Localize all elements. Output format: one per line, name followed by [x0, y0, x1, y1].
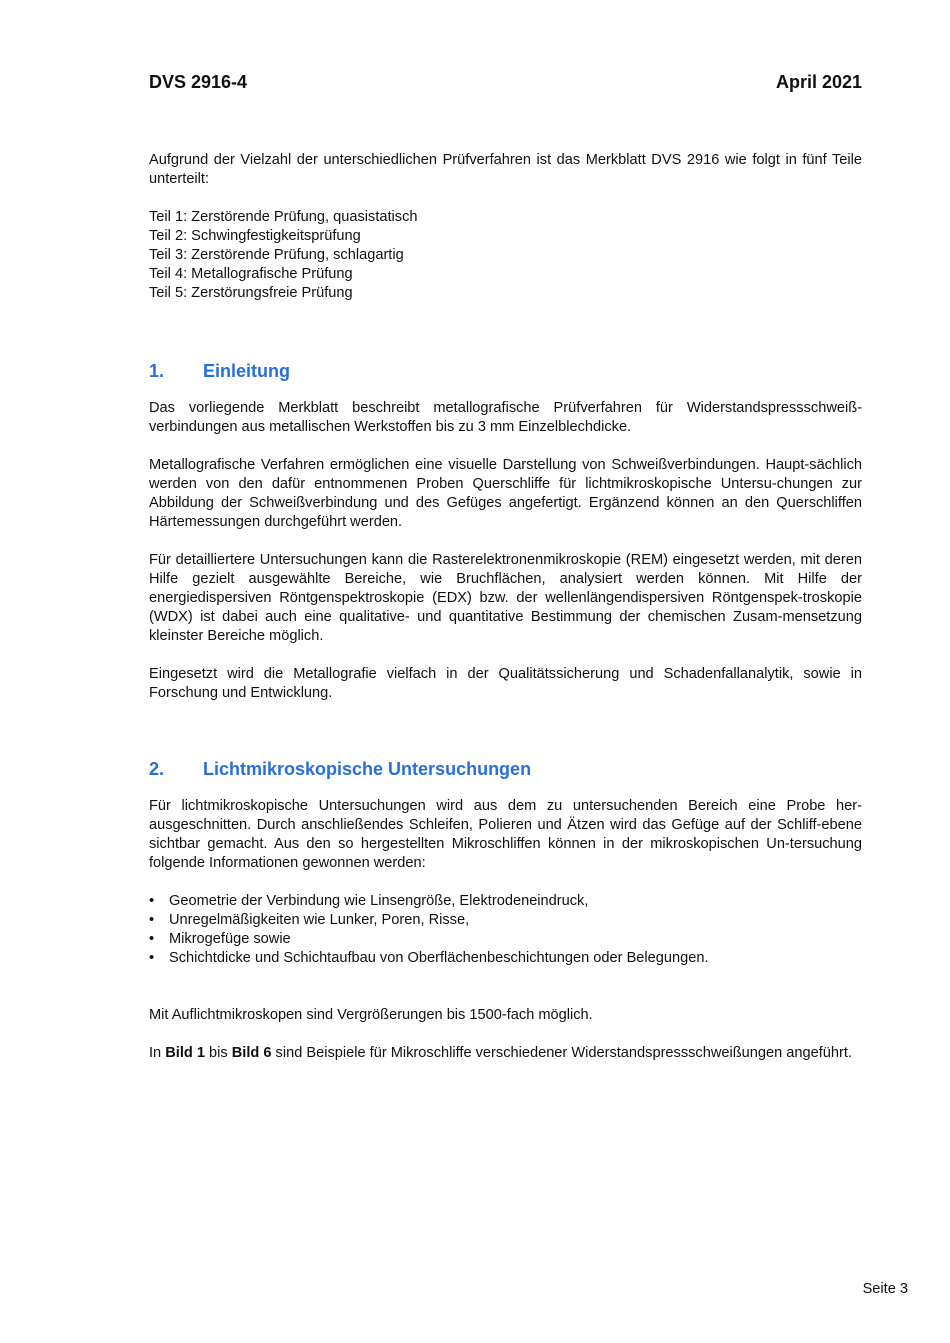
part-item: Teil 2: Schwingfestigkeitsprüfung: [149, 228, 361, 244]
part-item: Teil 3: Zerstörende Prüfung, schlagartig: [149, 247, 404, 263]
list-item: [149, 949, 862, 968]
section-1-paragraph: Das vorliegende Merkblatt beschreibt metallografische Prüfverfahren für Widerstandspressschweiß-verbindungen aus metallischen Werkstoffen bis zu 3 mm Einzelblechdicke.: [149, 400, 862, 435]
part-item: Teil 5: Zerstörungsfreie Prüfung: [149, 285, 353, 301]
figure-ref-middle: bis: [209, 1045, 228, 1061]
page-content: [149, 151, 862, 1063]
section-2-paragraph: Für lichtmikroskopische Untersuchungen wird aus dem zu untersuchenden Bereich eine Probe her-ausgeschnitten. Durch anschließendes Schleifen, Polieren und Ätzen wird das Gefüge auf der Schliff-ebene sichtbar gemacht. Aus den so hergestellten Mikroschliffen können in der mikroskopischen Un-tersuchung folgende Informationen gewonnen werden:: [149, 798, 862, 871]
list-item-text: Unregelmäßigkeiten wie Lunker, Poren, Risse,: [169, 912, 470, 928]
section-1-paragraph: Metallografische Verfahren ermöglichen eine visuelle Darstellung von Schweißverbindungen. Haupt-sächlich werden von den dafür entnommenen Proben Querschliffe für lichtmikroskopische Untersu-chungen zur Abbildung der Schweißverbindung und des Gefüges angefertigt. Ergänzend können an den Querschliffen Härtemessungen durchgeführt werden.: [149, 457, 862, 530]
list-item-text: Geometrie der Verbindung wie Linsengröße, Elektrodeneindruck,: [169, 893, 589, 909]
figure-ref-end: Bild 6: [231, 1045, 272, 1061]
magnification-paragraph: Mit Auflichtmikroskopen sind Vergrößerungen bis 1500-fach möglich.: [149, 1007, 593, 1023]
parts-list: [149, 208, 862, 303]
page-number: Seite 3: [862, 1281, 908, 1297]
section-2-number: 2.: [149, 759, 165, 779]
part-item: Teil 1: Zerstörende Prüfung, quasistatisch: [149, 209, 418, 225]
list-item-text: Mikrogefüge sowie: [169, 931, 291, 947]
bullet-icon: •: [149, 950, 155, 966]
document-id: DVS 2916-4: [149, 72, 248, 92]
section-1-paragraph: Für detailliertere Untersuchungen kann die Rasterelektronenmikroskopie (REM) eingesetzt werden, mit deren Hilfe gezielt ausgewählte Bereiche, wie Bruchflächen, analysiert werden können. Mit Hilfe der energiedispersiven Röntgenspektroskopie (EDX) bzw. der wellenlängendispersiven Röntgenspek-troskopie (WDX) ist dabei auch eine qualitative- und quantitative Bestimmung der chemischen Zusam-mensetzung kleinster Bereiche möglich.: [149, 552, 862, 644]
part-item: Teil 4: Metallografische Prüfung: [149, 266, 353, 282]
section-1-paragraph: Eingesetzt wird die Metallografie vielfach in der Qualitätssicherung und Schadenfallanalytik, sowie in Forschung und Entwicklung.: [149, 666, 862, 701]
section-1-title: Einleitung: [203, 361, 290, 381]
document-date: April 2021: [775, 72, 862, 92]
list-item-text: Schichtdicke und Schichtaufbau von Oberflächenbeschichtungen oder Belegungen.: [169, 950, 709, 966]
figure-ref-suffix: sind Beispiele für Mikroschliffe verschiedener Widerstandspressschweißungen angeführt.: [275, 1045, 853, 1061]
section-1-heading: [149, 360, 862, 382]
bullet-icon: •: [149, 931, 155, 947]
info-bullet-list: [149, 892, 862, 968]
section-2-heading: [149, 758, 862, 780]
section-2-title: Lichtmikroskopische Untersuchungen: [203, 759, 532, 779]
figure-ref-start: Bild 1: [165, 1045, 205, 1061]
list-item: [149, 911, 862, 930]
intro-paragraph: Aufgrund der Vielzahl der unterschiedlichen Prüfverfahren ist das Merkblatt DVS 2916 wie folgt in fünf Teile unterteilt:: [149, 152, 862, 187]
figure-reference-paragraph: [149, 1044, 862, 1063]
bullet-icon: •: [149, 912, 155, 928]
section-1-number: 1.: [149, 361, 165, 381]
list-item: [149, 892, 862, 911]
list-item: [149, 930, 862, 949]
figure-ref-prefix: In: [149, 1045, 162, 1061]
bullet-icon: •: [149, 893, 155, 909]
